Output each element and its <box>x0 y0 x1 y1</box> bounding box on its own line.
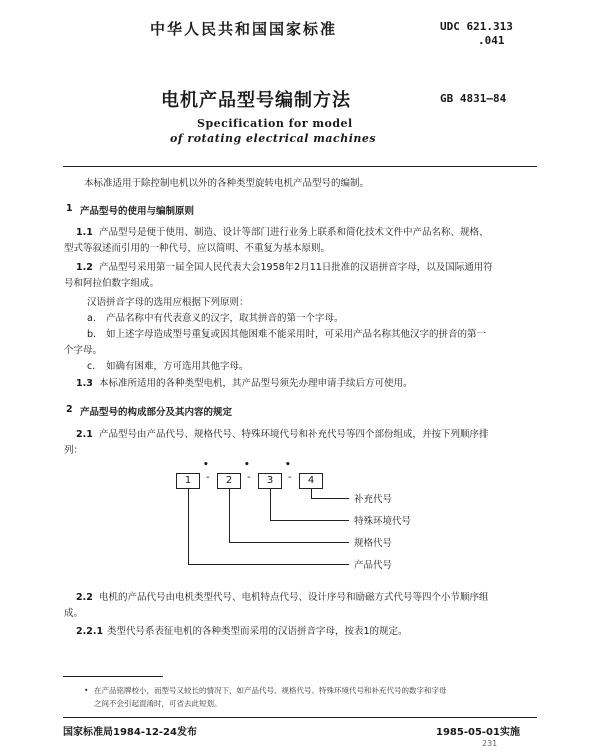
diagram-dot-2: • <box>244 460 250 470</box>
header-divider <box>63 166 537 167</box>
label-supplementary-code: 补充代号 <box>354 494 393 505</box>
leader-2-horizontal <box>229 542 349 543</box>
diagram-dash-1: - <box>206 472 210 483</box>
clause-1-2-number: 1.2 <box>76 262 93 273</box>
footnote-line2: 之间不会引起混淆时，可省去此短划。 <box>94 699 222 708</box>
gb-code: GB 4831—84 <box>440 92 507 105</box>
section1-number: 1 <box>66 203 73 214</box>
issue-date: 国家标准局1984-12-24发布 <box>63 727 197 738</box>
clause-2-2-1-text: 类型代号系表征电机的各种类型而采用的汉语拼音字母，按表1的规定。 <box>107 626 408 637</box>
diagram-box-1: 1 <box>176 473 200 489</box>
label-specification-code: 规格代号 <box>354 538 393 549</box>
clause-1-1-line1: 产品型号是便于使用、制造、设计等部门进行业务上联系和简化技术文件中产品名称、规格、 <box>99 227 489 238</box>
english-title-line2: of rotating electrical machines <box>170 132 377 145</box>
clause-1-2-line2: 号和阿拉伯数字组成。 <box>64 278 160 289</box>
udc-code: UDC 621.313 <box>440 20 513 33</box>
section1-heading: 产品型号的使用与编制原则 <box>80 206 195 217</box>
section2-number: 2 <box>66 404 73 415</box>
diagram-box-4: 4 <box>299 473 323 489</box>
clause-1-3-number: 1.3 <box>76 378 93 389</box>
page-number: 231 <box>482 739 498 748</box>
leader-1-vertical <box>188 489 189 565</box>
diagram-dash-3: - <box>288 472 292 483</box>
clause-2-1-line1: 产品型号由产品代号、规格代号、特殊环境代号和补充代号等四个部份组成，并按下列顺序排 <box>99 429 489 440</box>
rule-a-text: 产品名称中有代表意义的汉字，取其拼音的第一个字母。 <box>106 313 344 324</box>
footnote-marker: • <box>84 686 89 695</box>
clause-1-1-number: 1.1 <box>76 227 93 238</box>
label-product-code: 产品代号 <box>354 560 393 571</box>
rule-c-label: c. <box>87 361 96 372</box>
rule-b-label: b. <box>87 329 97 340</box>
clause-2-2-line2: 成。 <box>64 608 84 619</box>
udc-code-suffix: .041 <box>478 34 505 47</box>
leader-3-vertical <box>270 489 271 521</box>
clause-2-2-1-number: 2.2.1 <box>76 626 104 637</box>
leader-1-horizontal <box>188 564 349 565</box>
clause-1-3-text: 本标准所适用的各种类型电机，其产品型号须先办理申请手续后方可使用。 <box>99 378 413 389</box>
clause-2-1-line2: 列： <box>64 445 84 456</box>
rule-c-text: 如确有困难，方可选用其他字母。 <box>106 361 249 372</box>
leader-3-horizontal <box>270 520 349 521</box>
section2-heading: 产品型号的构成部分及其内容的规定 <box>80 407 233 418</box>
diagram-dash-2: - <box>247 472 251 483</box>
rule-b-line2: 个字母。 <box>64 345 103 356</box>
english-title-line1: Specification for model <box>197 117 353 130</box>
footnote-divider <box>63 676 163 677</box>
clause-2-2-number: 2.2 <box>76 592 93 603</box>
footer-divider <box>63 717 537 718</box>
diagram-dot-3: • <box>285 460 291 470</box>
diagram-box-2: 2 <box>217 473 241 489</box>
clause-1-2-line1: 产品型号采用第一届全国人民代表大会1958年2月11日批准的汉语拼音字母，以及国际通用符 <box>99 262 493 273</box>
leader-4-horizontal <box>311 498 349 499</box>
diagram-box-3: 3 <box>258 473 282 489</box>
effective-date: 1985-05-01实施 <box>436 727 520 738</box>
rules-intro: 汉语拼音字母的选用应根据下列原则： <box>87 297 249 308</box>
page-title: 电机产品型号编制方法 <box>161 90 351 111</box>
leader-2-vertical <box>229 489 230 543</box>
clause-2-1-number: 2.1 <box>76 429 93 440</box>
clause-2-2-line1: 电机的产品代号由电机类型代号、电机特点代号、设计序号和励磁方式代号等四个小节顺序组 <box>99 592 489 603</box>
diagram-dot-1: • <box>203 460 209 470</box>
rule-a-label: a. <box>87 313 96 324</box>
rule-b-line1: 如上述字母造成型号重复或因其他困难不能采用时，可采用产品名称其他汉字的拼音的第一 <box>106 329 487 340</box>
clause-1-1-line2: 型式等叙述而引用的一种代号，应以简明、不重复为基本原则。 <box>64 243 331 254</box>
footnote-line1: 在产品铭牌校小，而型号又较长的情况下，如产品代号、规格代号、特殊环境代号和补充代号的数字和字母 <box>94 686 447 695</box>
label-special-environment-code: 特殊环境代号 <box>354 516 412 527</box>
intro-paragraph: 本标准适用于除控制电机以外的各种类型旋转电机产品型号的编制。 <box>84 178 370 189</box>
standard-body: 中华人民共和国国家标准 <box>150 20 338 38</box>
